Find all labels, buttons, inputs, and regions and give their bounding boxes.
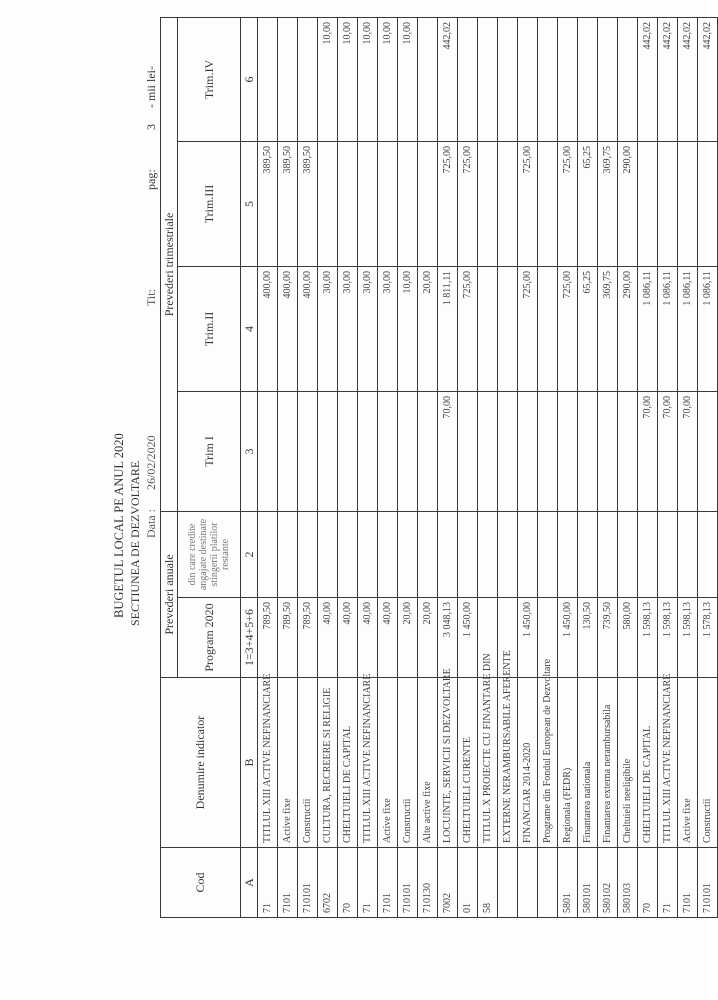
cell-t2: 400,00 bbox=[298, 266, 318, 391]
cell-t1 bbox=[478, 391, 498, 511]
cell-t4: 10,00 bbox=[378, 17, 398, 141]
table-row bbox=[398, 17, 418, 917]
cell-program: 40,00 bbox=[318, 598, 338, 678]
tit-label: Tit: bbox=[144, 289, 158, 306]
cell-credite bbox=[478, 511, 498, 597]
cell-t2: 1 086,11 bbox=[638, 266, 658, 391]
cell-t2: 20,00 bbox=[418, 266, 438, 391]
col-index-4: 4 bbox=[241, 266, 258, 391]
cell-program: 1 598,13 bbox=[678, 598, 698, 678]
cell-t4: 442,02 bbox=[698, 17, 718, 141]
cell-t3: 389,50 bbox=[278, 141, 298, 266]
cell-t4 bbox=[298, 17, 318, 141]
cell-t4 bbox=[578, 17, 598, 141]
cell-t1 bbox=[518, 391, 538, 511]
col-trim3-header: Trim.III bbox=[178, 141, 241, 266]
cell-cod: 7101 bbox=[378, 848, 398, 918]
cell-t4: 10,00 bbox=[338, 17, 358, 141]
cell-program: 789,50 bbox=[298, 598, 318, 678]
cell-t4 bbox=[478, 17, 498, 141]
cell-t4: 10,00 bbox=[318, 17, 338, 141]
cell-t2: 30,00 bbox=[378, 266, 398, 391]
cell-t3 bbox=[418, 141, 438, 266]
cell-cod bbox=[518, 848, 538, 918]
cell-t3: 725,00 bbox=[518, 141, 538, 266]
cell-t4: 10,00 bbox=[358, 17, 378, 141]
cell-t3 bbox=[358, 141, 378, 266]
cell-name: Finantarea externa nerambursabila bbox=[598, 678, 618, 848]
cell-credite bbox=[518, 511, 538, 597]
cell-credite bbox=[698, 511, 718, 597]
cell-program: 1 450,00 bbox=[518, 598, 538, 678]
cell-program: 789,50 bbox=[258, 598, 278, 678]
cell-cod: 710101 bbox=[398, 848, 418, 918]
cell-cod: 580103 bbox=[618, 848, 638, 918]
budget-table bbox=[160, 17, 718, 918]
cell-t2: 369,75 bbox=[598, 266, 618, 391]
cell-credite bbox=[278, 511, 298, 597]
cell-t2: 725,00 bbox=[518, 266, 538, 391]
table-row bbox=[358, 17, 378, 917]
cell-t3: 725,00 bbox=[558, 141, 578, 266]
cell-t1 bbox=[498, 391, 518, 511]
cell-cod: 7101 bbox=[278, 848, 298, 918]
cell-t3 bbox=[478, 141, 498, 266]
table-row bbox=[338, 17, 358, 917]
cell-t4 bbox=[498, 17, 518, 141]
cell-name: TITLUL X PROIECTE CU FINANTARE DIN bbox=[478, 678, 498, 848]
col-index-3: 3 bbox=[241, 391, 258, 511]
cell-t3 bbox=[318, 141, 338, 266]
cell-cod: 70 bbox=[638, 848, 658, 918]
cell-t2: 1 811,11 bbox=[438, 266, 458, 391]
cell-t4: 442,02 bbox=[438, 17, 458, 141]
cell-t2 bbox=[538, 266, 558, 391]
col-trim1-header: Trim I bbox=[178, 391, 241, 511]
cell-t3: 290,00 bbox=[618, 141, 638, 266]
cell-t4: 10,00 bbox=[398, 17, 418, 141]
cell-t1: 70,00 bbox=[658, 391, 678, 511]
cell-t1 bbox=[418, 391, 438, 511]
col-trim2-header: Trim.II bbox=[178, 266, 241, 391]
cell-t2: 30,00 bbox=[318, 266, 338, 391]
cell-t1 bbox=[698, 391, 718, 511]
cell-credite bbox=[498, 511, 518, 597]
cell-credite bbox=[558, 511, 578, 597]
cell-credite bbox=[658, 511, 678, 597]
cell-t1: 70,00 bbox=[438, 391, 458, 511]
cell-t1 bbox=[618, 391, 638, 511]
cell-t2: 30,00 bbox=[338, 266, 358, 391]
cell-program: 40,00 bbox=[338, 598, 358, 678]
cell-credite bbox=[298, 511, 318, 597]
cell-t2: 65,25 bbox=[578, 266, 598, 391]
cell-t3: 369,75 bbox=[598, 141, 618, 266]
cell-name: TITLUL XIII ACTIVE NEFINANCIARE bbox=[258, 678, 278, 848]
cell-name: Active fixe bbox=[378, 678, 398, 848]
table-row bbox=[418, 17, 438, 917]
col-index-a: A bbox=[241, 848, 258, 918]
cell-cod bbox=[538, 848, 558, 918]
cell-t2: 1 086,11 bbox=[658, 266, 678, 391]
cell-credite bbox=[318, 511, 338, 597]
cell-t2: 1 086,11 bbox=[678, 266, 698, 391]
page-label: pag: bbox=[144, 169, 158, 190]
cell-t2: 1 086,11 bbox=[698, 266, 718, 391]
cell-t1: 70,00 bbox=[678, 391, 698, 511]
cell-t3 bbox=[378, 141, 398, 266]
cell-program: 789,50 bbox=[278, 598, 298, 678]
cell-name: CHELTUIELI DE CAPITAL bbox=[638, 678, 658, 848]
cell-t4 bbox=[538, 17, 558, 141]
cell-t4 bbox=[418, 17, 438, 141]
cell-t2: 400,00 bbox=[278, 266, 298, 391]
cell-t3 bbox=[498, 141, 518, 266]
cell-name: CULTURA, RECREERE SI RELIGIE bbox=[318, 678, 338, 848]
col-program-header: Program 2020 bbox=[178, 598, 241, 678]
cell-credite bbox=[358, 511, 378, 597]
unit-label: - mii lei- bbox=[144, 66, 158, 108]
cell-name: Constructii bbox=[298, 678, 318, 848]
cell-credite bbox=[618, 511, 638, 597]
cell-cod: 58 bbox=[478, 848, 498, 918]
section-title: SECTIUNEA DE DEZVOLTARE bbox=[128, 460, 142, 626]
cell-name: Constructii bbox=[698, 678, 718, 848]
col-trim4-header: Trim.IV bbox=[178, 17, 241, 141]
cell-t1 bbox=[578, 391, 598, 511]
cell-credite bbox=[338, 511, 358, 597]
cell-cod: 5801 bbox=[558, 848, 578, 918]
cell-t3 bbox=[678, 141, 698, 266]
table-row bbox=[478, 17, 498, 917]
cell-t1 bbox=[598, 391, 618, 511]
cell-name: Programe din Fondul European de Dezvoltare bbox=[538, 678, 558, 848]
cell-credite bbox=[578, 511, 598, 597]
table-row bbox=[298, 17, 318, 917]
col-prevederi-anuale-header: Prevederi anuale bbox=[161, 511, 178, 677]
cell-cod: 71 bbox=[258, 848, 278, 918]
cell-t3: 725,00 bbox=[438, 141, 458, 266]
cell-cod: 710130 bbox=[418, 848, 438, 918]
cell-cod: 710101 bbox=[698, 848, 718, 918]
budget-sheet bbox=[112, 18, 713, 918]
table-row bbox=[498, 17, 518, 917]
cell-name: LOCUINTE, SERVICII SI DEZVOLTARE bbox=[438, 678, 458, 848]
cell-credite bbox=[398, 511, 418, 597]
cell-program: 20,00 bbox=[418, 598, 438, 678]
cell-t2: 10,00 bbox=[398, 266, 418, 391]
date-value: 26/02/2020 bbox=[144, 435, 158, 490]
cell-name: Constructii bbox=[398, 678, 418, 848]
cell-name: FINANCIAR 2014-2020 bbox=[518, 678, 538, 848]
cell-cod: 710101 bbox=[298, 848, 318, 918]
col-index-1: 1=3+4+5+6 bbox=[241, 598, 258, 678]
cell-credite bbox=[538, 511, 558, 597]
cell-name: TITLUL XIII ACTIVE NEFINANCIARE bbox=[358, 678, 378, 848]
col-index-b: B bbox=[241, 678, 258, 848]
cell-t3 bbox=[658, 141, 678, 266]
cell-credite bbox=[638, 511, 658, 597]
cell-t2 bbox=[498, 266, 518, 391]
cell-credite bbox=[458, 511, 478, 597]
cell-cod: 7101 bbox=[678, 848, 698, 918]
cell-program: 3 048,13 bbox=[438, 598, 458, 678]
table-body bbox=[258, 17, 718, 917]
cell-credite bbox=[378, 511, 398, 597]
cell-t4: 442,02 bbox=[678, 17, 698, 141]
cell-t1 bbox=[398, 391, 418, 511]
cell-t2: 725,00 bbox=[458, 266, 478, 391]
cell-name: Alte active fixe bbox=[418, 678, 438, 848]
cell-credite bbox=[418, 511, 438, 597]
cell-cod: 71 bbox=[658, 848, 678, 918]
cell-t1 bbox=[458, 391, 478, 511]
cell-credite bbox=[678, 511, 698, 597]
table-row bbox=[438, 17, 458, 917]
table-row bbox=[598, 17, 618, 917]
cell-program: 130,50 bbox=[578, 598, 598, 678]
table-row bbox=[658, 17, 678, 917]
cell-cod: 71 bbox=[358, 848, 378, 918]
cell-program: 1 578,13 bbox=[698, 598, 718, 678]
cell-t3: 725,00 bbox=[458, 141, 478, 266]
table-row bbox=[578, 17, 598, 917]
page-number: 3 bbox=[144, 124, 158, 130]
cell-program: 739,50 bbox=[598, 598, 618, 678]
col-index-2: 2 bbox=[241, 511, 258, 597]
cell-t1 bbox=[338, 391, 358, 511]
cell-cod bbox=[498, 848, 518, 918]
cell-t1 bbox=[278, 391, 298, 511]
table-row bbox=[278, 17, 298, 917]
cell-t4: 442,02 bbox=[638, 17, 658, 141]
cell-t2: 725,00 bbox=[558, 266, 578, 391]
col-cod-header: Cod bbox=[161, 848, 241, 918]
cell-t2 bbox=[478, 266, 498, 391]
table-row bbox=[558, 17, 578, 917]
cell-t1 bbox=[558, 391, 578, 511]
cell-program: 40,00 bbox=[378, 598, 398, 678]
cell-t2: 290,00 bbox=[618, 266, 638, 391]
cell-t3: 65,25 bbox=[578, 141, 598, 266]
cell-t4 bbox=[458, 17, 478, 141]
cell-t4 bbox=[618, 17, 638, 141]
cell-t3 bbox=[638, 141, 658, 266]
table-row bbox=[258, 17, 278, 917]
cell-program: 1 598,13 bbox=[638, 598, 658, 678]
cell-t3: 389,50 bbox=[258, 141, 278, 266]
cell-t3: 389,50 bbox=[298, 141, 318, 266]
cell-t4 bbox=[258, 17, 278, 141]
cell-program: 1 598,13 bbox=[658, 598, 678, 678]
col-prevederi-trimestriale-header: Prevederi trimestriale bbox=[161, 17, 178, 511]
table-row bbox=[458, 17, 478, 917]
table-row bbox=[698, 17, 718, 917]
cell-cod: 580101 bbox=[578, 848, 598, 918]
table-row bbox=[618, 17, 638, 917]
cell-t1 bbox=[358, 391, 378, 511]
cell-program: 20,00 bbox=[398, 598, 418, 678]
cell-t3 bbox=[398, 141, 418, 266]
table-row bbox=[638, 17, 658, 917]
col-denumire-header: Denumire indicator bbox=[161, 678, 241, 848]
table-row bbox=[518, 17, 538, 917]
cell-t3 bbox=[538, 141, 558, 266]
cell-credite bbox=[258, 511, 278, 597]
cell-name: TITLUL XIII ACTIVE NEFINANCIARE bbox=[658, 678, 678, 848]
cell-t4 bbox=[518, 17, 538, 141]
cell-name: Cheltuieli neeligibile bbox=[618, 678, 638, 848]
cell-program: 1 450,00 bbox=[558, 598, 578, 678]
cell-program: 40,00 bbox=[358, 598, 378, 678]
cell-name: EXTERNE NERAMBURSABILE AFERENTE bbox=[498, 678, 518, 848]
cell-cod: 6702 bbox=[318, 848, 338, 918]
cell-t4 bbox=[278, 17, 298, 141]
col-index-6: 6 bbox=[241, 17, 258, 141]
cell-credite bbox=[598, 511, 618, 597]
cell-name: Regionala (FEDR) bbox=[558, 678, 578, 848]
cell-name: Active fixe bbox=[278, 678, 298, 848]
cell-t1 bbox=[538, 391, 558, 511]
cell-program: 580,00 bbox=[618, 598, 638, 678]
cell-name: Active fixe bbox=[678, 678, 698, 848]
cell-t1 bbox=[258, 391, 278, 511]
cell-cod: 01 bbox=[458, 848, 478, 918]
cell-credite bbox=[438, 511, 458, 597]
cell-name: CHELTUIELI CURENTE bbox=[458, 678, 478, 848]
col-index-5: 5 bbox=[241, 141, 258, 266]
col-credite-header: din care credite angajate destinate stingerii platilor restante bbox=[178, 511, 241, 597]
cell-name: Finantarea nationala bbox=[578, 678, 598, 848]
cell-t1 bbox=[378, 391, 398, 511]
cell-t4: 442,02 bbox=[658, 17, 678, 141]
cell-t1 bbox=[318, 391, 338, 511]
table-row bbox=[318, 17, 338, 917]
cell-t4 bbox=[558, 17, 578, 141]
cell-cod: 70 bbox=[338, 848, 358, 918]
table-row bbox=[538, 17, 558, 917]
cell-program: 1 450,00 bbox=[458, 598, 478, 678]
cell-name: CHELTUIELI DE CAPITAL bbox=[338, 678, 358, 848]
table-row bbox=[678, 17, 698, 917]
document-title: BUGETUL LOCAL PE ANUL 2020 bbox=[112, 433, 126, 618]
cell-t3 bbox=[338, 141, 358, 266]
cell-t3 bbox=[698, 141, 718, 266]
date-label: Data : bbox=[144, 509, 158, 538]
cell-t4 bbox=[598, 17, 618, 141]
cell-t2: 30,00 bbox=[358, 266, 378, 391]
cell-t1: 70,00 bbox=[638, 391, 658, 511]
cell-cod: 7002 bbox=[438, 848, 458, 918]
cell-t1 bbox=[298, 391, 318, 511]
table-row bbox=[378, 17, 398, 917]
cell-cod: 580102 bbox=[598, 848, 618, 918]
cell-t2: 400,00 bbox=[258, 266, 278, 391]
